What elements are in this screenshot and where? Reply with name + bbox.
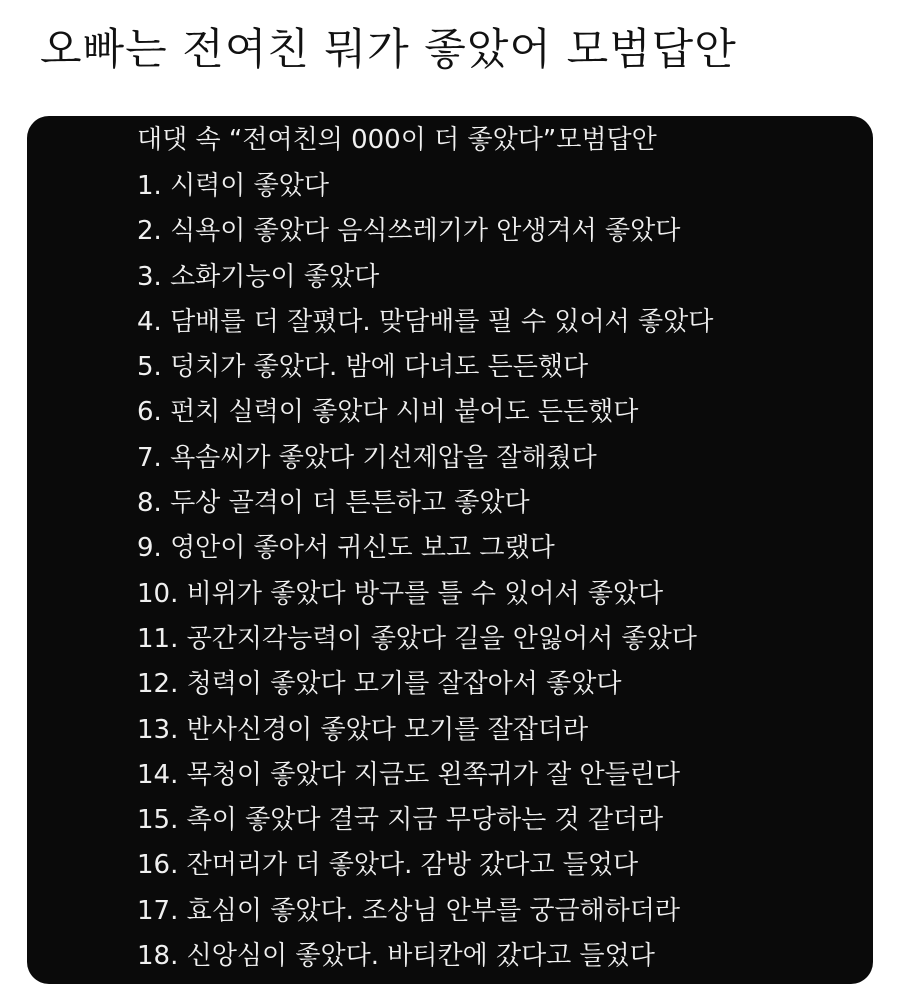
list-item: 1. 시력이 좋았다 bbox=[137, 171, 330, 201]
list-item: 2. 식욕이 좋았다 음식쓰레기가 안생겨서 좋았다 bbox=[137, 216, 681, 247]
list-item: 14. 목청이 좋았다 지금도 왼쪽귀가 잘 안들린다 bbox=[137, 759, 681, 790]
list-item: 12. 청력이 좋았다 모기를 잘잡아서 좋았다 bbox=[137, 669, 622, 700]
list-item: 10. 비위가 좋았다 방구를 틀 수 있어서 좋았다 bbox=[137, 578, 664, 609]
list-item: 4. 담배를 더 잘폈다. 맞담배를 필 수 있어서 좋았다 bbox=[137, 306, 714, 337]
list-item: 7. 욕솜씨가 좋았다 기선제압을 잘해줬다 bbox=[137, 442, 597, 473]
list-item: 11. 공간지각능력이 좋았다 길을 안잃어서 좋았다 bbox=[137, 623, 697, 654]
list-item: 17. 효심이 좋았다. 조상님 안부를 궁금해하더라 bbox=[137, 895, 681, 926]
screenshot-card bbox=[27, 116, 873, 984]
list-item: 13. 반사신경이 좋았다 모기를 잘잡더라 bbox=[137, 714, 589, 745]
answer-list bbox=[137, 166, 713, 981]
list-item: 5. 덩치가 좋았다. 밤에 다녀도 든든했다 bbox=[137, 352, 589, 383]
list-item: 8. 두상 골격이 더 튼튼하고 좋았다 bbox=[137, 488, 530, 519]
list-item: 16. 잔머리가 더 좋았다. 감방 갔다고 들었다 bbox=[137, 850, 639, 881]
list-item: 9. 영안이 좋아서 귀신도 보고 그랬다 bbox=[137, 533, 555, 564]
list-item: 18. 신앙심이 좋았다. 바티칸에 갔다고 들었다 bbox=[137, 941, 655, 972]
card-header: 대댓 속 “전여친의 000이 더 좋았다”모범답안 bbox=[137, 125, 657, 155]
list-item: 3. 소화기능이 좋았다 bbox=[137, 261, 380, 292]
list-item: 15. 촉이 좋았다 결국 지금 무당하는 것 같더라 bbox=[137, 805, 664, 836]
page-title: 오빠는 전여친 뭐가 좋았어 모범답안 bbox=[40, 25, 737, 75]
list-item: 6. 펀치 실력이 좋았다 시비 붙어도 든든했다 bbox=[137, 397, 639, 428]
